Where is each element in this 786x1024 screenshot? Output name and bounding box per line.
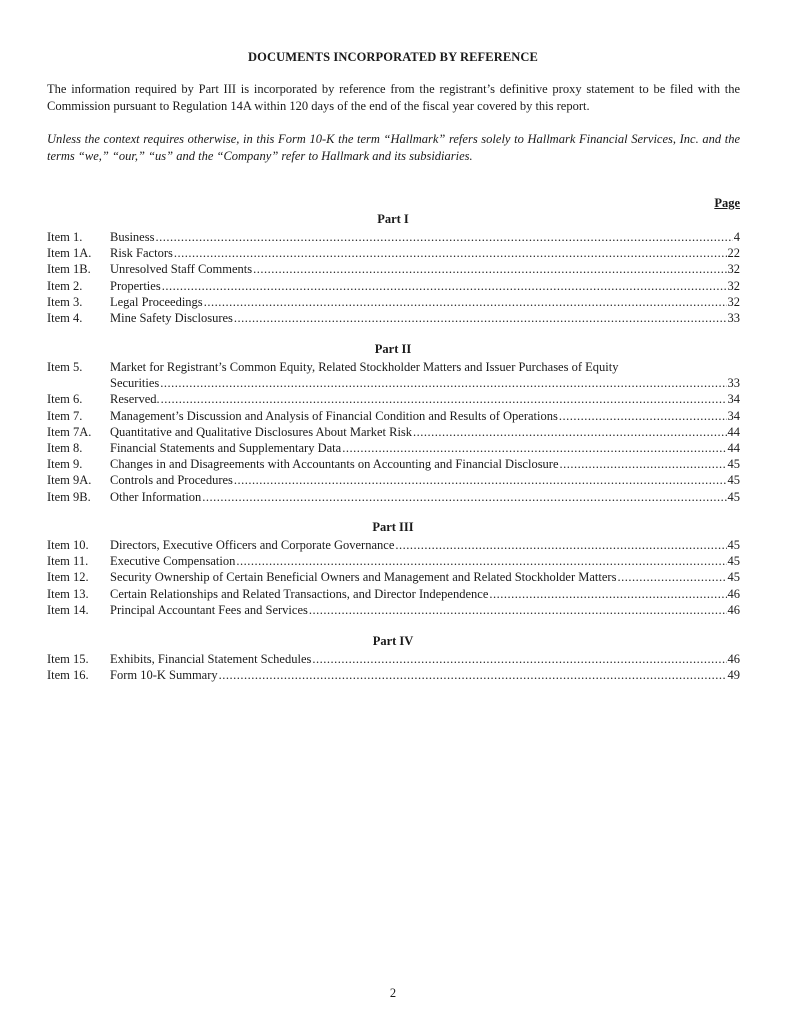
item-line [110,278,740,294]
toc-row [47,310,740,326]
item-number: Item 16. [47,668,89,683]
item-line [110,553,740,569]
item-title: Executive Compensation [110,554,236,569]
item-line [110,472,740,488]
toc-row [47,245,740,261]
item-number: Item 7. [47,408,83,423]
page-number: 2 [389,986,397,1000]
dot-leader [617,569,726,585]
item-page: 34 [727,392,740,407]
toc-row [47,586,740,602]
item-number: Item 8. [47,441,83,455]
item-title-continued: Securities [110,376,160,391]
item-number: Item 7A. [47,424,92,439]
toc-row-continuation [47,375,740,391]
item-line [110,229,740,245]
item-page: 44 [727,441,740,455]
dot-leader [309,602,727,618]
item-line [110,569,740,585]
part-title: Part II [374,342,412,356]
toc-row [47,408,740,424]
dot-leader [395,537,726,553]
item-page: 34 [727,408,740,423]
item-page: 46 [727,602,740,617]
item-line [110,391,740,407]
item-page: 45 [727,489,740,504]
item-line [110,359,740,375]
item-line [110,489,740,505]
toc-row [47,602,740,618]
dot-leader [342,440,726,456]
item-number: Item 3. [47,294,83,309]
toc-row [47,553,740,569]
item-page: 45 [727,473,740,488]
item-title: Management’s Discussion and Analysis of Financial Condition and Results of Operations [110,408,558,423]
part-title: Part III [372,520,414,534]
toc-row [47,229,740,245]
item-number: Item 9A. [47,473,92,488]
item-number: Item 2. [47,278,83,293]
item-title: Properties [110,278,161,293]
item-number: Item 12. [47,570,89,585]
item-title: Business [110,230,155,244]
item-line [110,294,740,310]
item-line [110,408,740,424]
toc-row [47,424,740,440]
dot-leader [560,456,727,472]
dot-leader [160,375,726,391]
item-page: 46 [727,652,740,666]
item-page: 45 [727,538,740,552]
toc-row [47,537,740,553]
item-page: 33 [727,376,740,391]
item-page: 44 [727,424,740,439]
item-page: 45 [727,570,740,585]
item-number: Item 6. [47,392,83,407]
item-line [110,261,740,277]
item-page: 45 [727,554,740,569]
item-page: 32 [727,294,740,309]
item-line [110,424,740,440]
item-line [110,310,740,326]
item-number: Item 10. [47,538,89,552]
dot-leader [253,261,726,277]
item-number: Item 9. [47,457,83,472]
item-title: Exhibits, Financial Statement Schedules [110,652,312,666]
item-title: Certain Relationships and Related Transactions, and Director Independence [110,586,489,601]
item-number: Item 5. [47,360,83,374]
item-title: Financial Statements and Supplementary Data [110,441,342,455]
dot-leader [236,553,726,569]
item-line [110,375,740,391]
toc-row [47,278,740,294]
intro-paragraph: The information required by Part III is incorporated by reference from the registrant’s definitive proxy statement to be filed with the Commission pursuant to Regulation 14A within 120 days of the end of the fiscal year covered by this report. [47,82,740,113]
dot-leader [489,586,726,602]
dot-leader [219,667,727,683]
toc-row [47,472,740,488]
item-title: Security Ownership of Certain Beneficial Owners and Management and Related Stockholder Matters [110,570,617,585]
item-number: Item 9B. [47,489,91,504]
toc-row [47,651,740,667]
item-page: 4 [733,230,740,244]
item-title: Form 10-K Summary [110,668,218,683]
item-line [110,651,740,667]
item-page: 32 [727,278,740,293]
definition-paragraph: Unless the context requires otherwise, in this Form 10-K the term “Hallmark” refers solely to Hallmark Financial Services, Inc. and the terms “we,” “our,” “us” and the “Company” refer to Hallmark and its subsidiaries. [47,132,740,163]
toc-row [47,391,740,407]
dot-leader [234,310,727,326]
toc-row [47,359,740,375]
item-title: Reserved. [110,392,160,407]
item-line [110,456,740,472]
item-title: Quantitative and Qualitative Disclosures About Market Risk [110,424,413,439]
item-number: Item 1A. [47,246,92,261]
part-title: Part IV [372,634,414,648]
toc-row [47,456,740,472]
item-number: Item 1B. [47,262,91,277]
item-title: Controls and Procedures [110,473,233,488]
toc-row [47,489,740,505]
page-column-label: Page [714,196,740,210]
dot-leader [155,229,732,245]
dot-leader [559,408,727,424]
item-title: Unresolved Staff Comments [110,262,253,277]
dot-leader [234,472,727,488]
item-title: Other Information [110,489,202,504]
item-title: Risk Factors [110,246,173,261]
item-page: 22 [727,246,740,261]
item-number: Item 14. [47,602,89,617]
dot-leader [161,391,727,407]
item-line [110,667,740,683]
toc-row [47,569,740,585]
item-number: Item 11. [47,554,89,569]
item-title: Mine Safety Disclosures [110,311,233,325]
item-line [110,440,740,456]
item-line [110,245,740,261]
dot-leader [162,278,727,294]
item-title: Directors, Executive Officers and Corporate Governance [110,538,395,552]
item-number: Item 1. [47,230,83,244]
item-number: Item 15. [47,652,89,666]
item-page: 45 [727,457,740,472]
item-title: Legal Proceedings [110,294,203,309]
dot-leader [202,489,726,505]
dot-leader [413,424,726,440]
item-page: 33 [727,311,740,325]
item-number: Item 13. [47,586,89,601]
item-title: Changes in and Disagreements with Accountants on Accounting and Financial Disclosure [110,457,559,472]
toc-row [47,440,740,456]
item-number: Item 4. [47,311,83,325]
item-line [110,537,740,553]
item-page: 32 [727,262,740,277]
part-title: Part I [377,212,409,226]
dot-leader [174,245,727,261]
toc-row [47,294,740,310]
dot-leader [312,651,726,667]
item-line [110,602,740,618]
item-title: Principal Accountant Fees and Services [110,602,308,617]
toc-row [47,667,740,683]
toc-row [47,261,740,277]
document-heading: DOCUMENTS INCORPORATED BY REFERENCE [248,50,538,64]
item-page: 46 [727,586,740,601]
item-line [110,586,740,602]
item-title: Market for Registrant’s Common Equity, Related Stockholder Matters and Issuer Purchases of Equity [110,360,619,374]
item-page: 49 [727,668,740,683]
dot-leader [204,294,727,310]
